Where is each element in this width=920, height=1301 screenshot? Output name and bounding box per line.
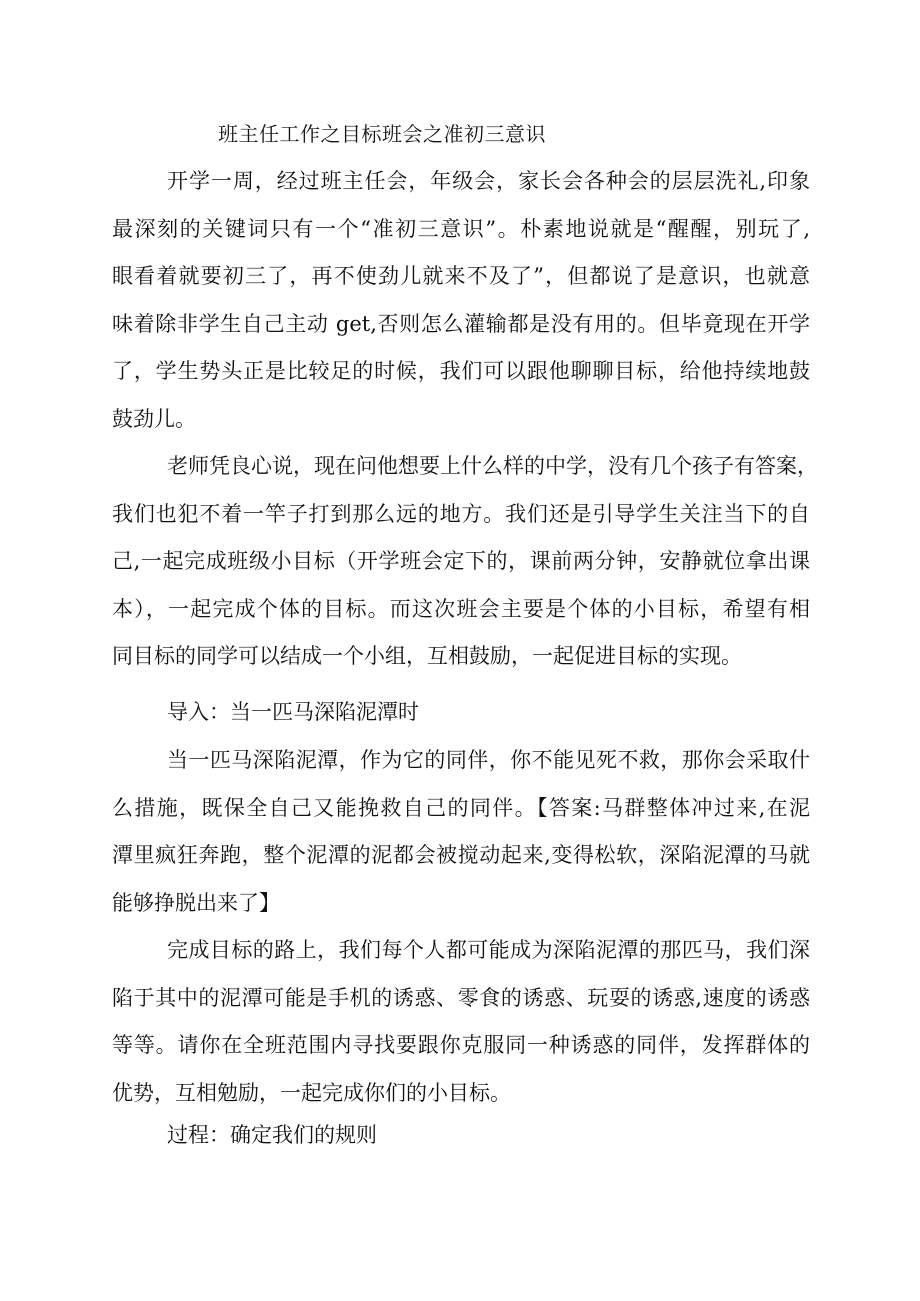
paragraph — [112, 935, 810, 1125]
text-line: 么措施，既保全自己又能挽救自己的同伴。【答案:马群整体冲过来,在泥 — [112, 795, 810, 820]
text-line: 导入：当一匹马深陷泥潭时 — [167, 699, 419, 724]
paragraph — [112, 451, 818, 689]
text-line: 能够挣脱出来了】 — [112, 890, 280, 915]
text-line: 同目标的同学可以结成一个小组，互相鼓励，一起促进目标的实现。 — [112, 644, 742, 668]
text-line: 了，学生势头正是比较足的时候，我们可以跟他聊聊目标，给他持续地鼓 — [112, 359, 810, 383]
text-line: 开学一周，经过班主任会，年级会，家长会各种会的层层洗礼,印象 — [167, 169, 810, 193]
document-title: 班主任工作之目标班会之准初三意识 — [218, 122, 546, 146]
section-heading — [112, 1120, 810, 1168]
text-line: 味着除非学生自己主动 get,否则怎么灌输都是没有用的。但毕竟现在开学 — [112, 311, 810, 336]
text-line: 我们也犯不着一竿子打到那么远的地方。我们还是引导学生关注当下的自 — [112, 501, 810, 526]
text-line: 陷于其中的泥潭可能是手机的诱惑、零食的诱惑、玩耍的诱惑,速度的诱惑 — [112, 985, 810, 1010]
text-line: 当一匹马深陷泥潭，作为它的同伴，你不能见死不救，那你会采取什 — [167, 748, 810, 772]
text-line: 老师凭良心说，现在问他想要上什么样的中学，没有几个孩子有答案， — [167, 454, 818, 478]
text-line: 本），一起完成个体的目标。而这次班会主要是个体的小目标，希望有相 — [112, 596, 810, 621]
text-line: 鼓劲儿。 — [112, 406, 196, 431]
paragraph — [112, 166, 810, 451]
text-line: 己,一起完成班级小目标（开学班会定下的，课前两分钟，安静就位拿出课 — [112, 549, 810, 573]
text-line: 眼看着就要初三了，再不使劲儿就来不及了”，但都说了是意识，也就意 — [112, 264, 810, 288]
paragraph — [112, 745, 810, 935]
document-body — [112, 166, 818, 1168]
section-heading — [112, 697, 810, 745]
text-line: 潭里疯狂奔跑，整个泥潭的泥都会被搅动起来,变得松软，深陷泥潭的马就 — [112, 843, 810, 867]
text-line: 最深刻的关键词只有一个“准初三意识”。朴素地说就是“醒醒，别玩了, — [112, 216, 810, 241]
text-line: 过程：确定我们的规则 — [167, 1123, 377, 1147]
text-line: 等等。请你在全班范围内寻找要跟你克服同一种诱惑的同伴，发挥群体的 — [112, 1033, 810, 1057]
text-line: 优势，互相勉励，一起完成你们的小目标。 — [112, 1080, 511, 1105]
text-line: 完成目标的路上，我们每个人都可能成为深陷泥潭的那匹马，我们深 — [167, 938, 810, 962]
